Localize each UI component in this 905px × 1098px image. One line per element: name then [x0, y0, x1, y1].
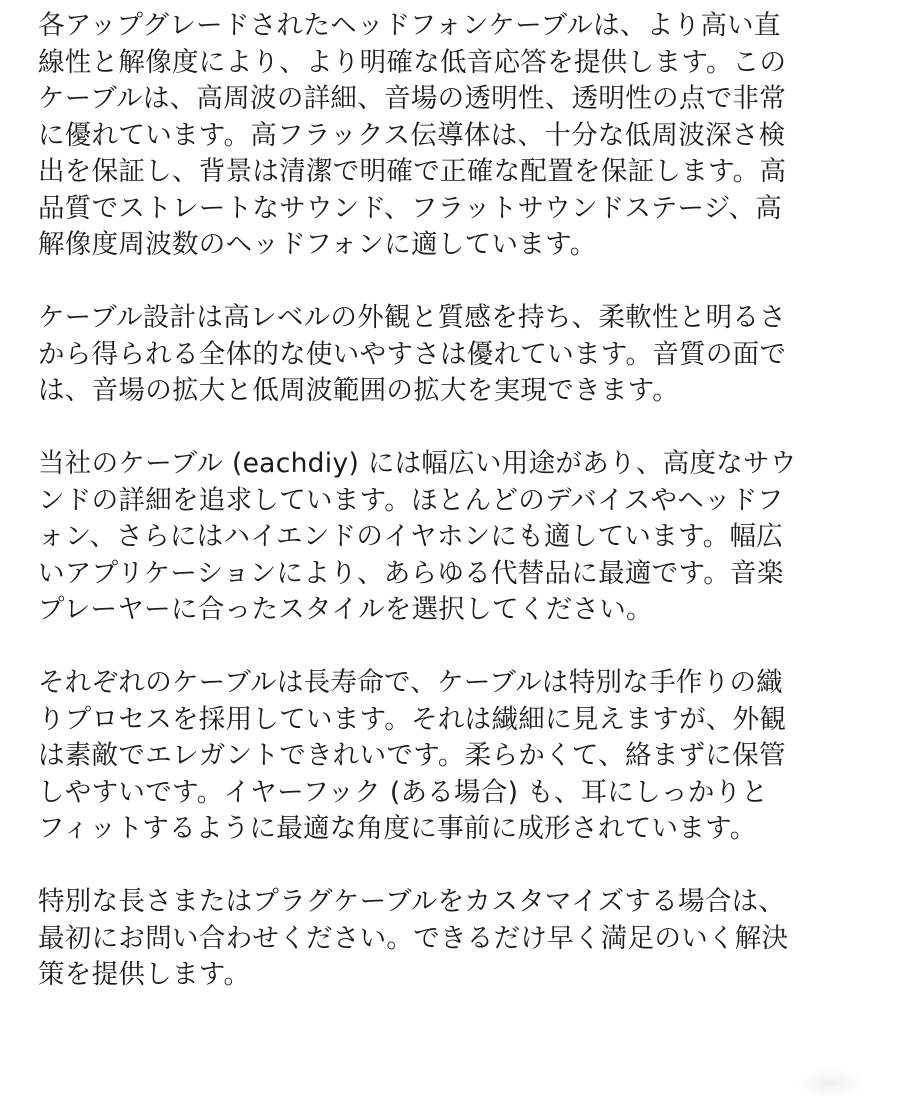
text-line: 出を保証し、背景は清潔で明確で正確な配置を保証します。高 — [38, 156, 787, 187]
corner-shadow — [795, 1068, 865, 1098]
text-line: しやすいです。イヤーフック (ある場合) も、耳にしっかりと — [38, 776, 769, 808]
text-line: 各アップグレードされたヘッドフォンケーブルは、より高い直 — [38, 10, 781, 41]
paragraph-compatibility — [38, 446, 868, 629]
product-description — [38, 8, 868, 1030]
text-line: は素敵でエレガントできれいです。柔らかくて、絡まずに保管 — [38, 740, 786, 771]
text-line: ォン、さらにはハイエンドのイヤホンにも適しています。幅広 — [38, 521, 784, 552]
text-line: ンドの詳細を追求しています。ほとんどのデバイスやヘッドフ — [38, 484, 784, 516]
text-line: ケーブルは、高周波の詳細、音場の透明性、透明性の点で非常 — [38, 83, 787, 114]
text-line: りプロセスを採用しています。それは繊細に見えますが、外観 — [38, 703, 787, 735]
paragraph-design — [38, 300, 868, 410]
text-line: プレーヤーに合ったスタイルを選択してください。 — [38, 594, 653, 625]
text-line: フィットするように最適な角度に事前に成形されています。 — [38, 813, 757, 844]
paragraph-customization — [38, 884, 868, 994]
text-line: 策を提供します。 — [38, 959, 251, 990]
text-line: いアプリケーションにより、あらゆる代替品に最適です。音楽 — [38, 557, 784, 589]
text-line: に優れています。高フラックス伝導体は、十分な低周波深さ検 — [38, 119, 786, 151]
text-line: から得られる全体的な使いやすさは優れています。音質の面で — [38, 338, 787, 370]
text-line: 最初にお問い合わせください。できるだけ早く満足のいく解決 — [38, 922, 789, 954]
text-line: は、音場の拡大と低周波範囲の拡大を実現できます。 — [38, 375, 680, 406]
text-line: ケーブル設計は高レベルの外観と質感を持ち、柔軟性と明るさ — [38, 302, 787, 333]
text-line: 解像度周波数のヘッドフォンに適しています。 — [38, 229, 597, 260]
text-line: 当社のケーブル (eachdiy) には幅広い用途があり、高度なサウ — [38, 448, 797, 479]
text-line: 品質でストレートなサウンド、フラットサウンドステージ、高 — [38, 192, 783, 224]
text-line: 特別な長さまたはプラグケーブルをカスタマイズする場合は、 — [38, 886, 786, 917]
text-line: それぞれのケーブルは長寿命で、ケーブルは特別な手作りの織 — [38, 667, 784, 698]
text-line: 線性と解像度により、より明確な低音応答を提供します。この — [38, 46, 787, 78]
paragraph-sound-quality — [38, 8, 868, 264]
paragraph-durability — [38, 665, 868, 848]
